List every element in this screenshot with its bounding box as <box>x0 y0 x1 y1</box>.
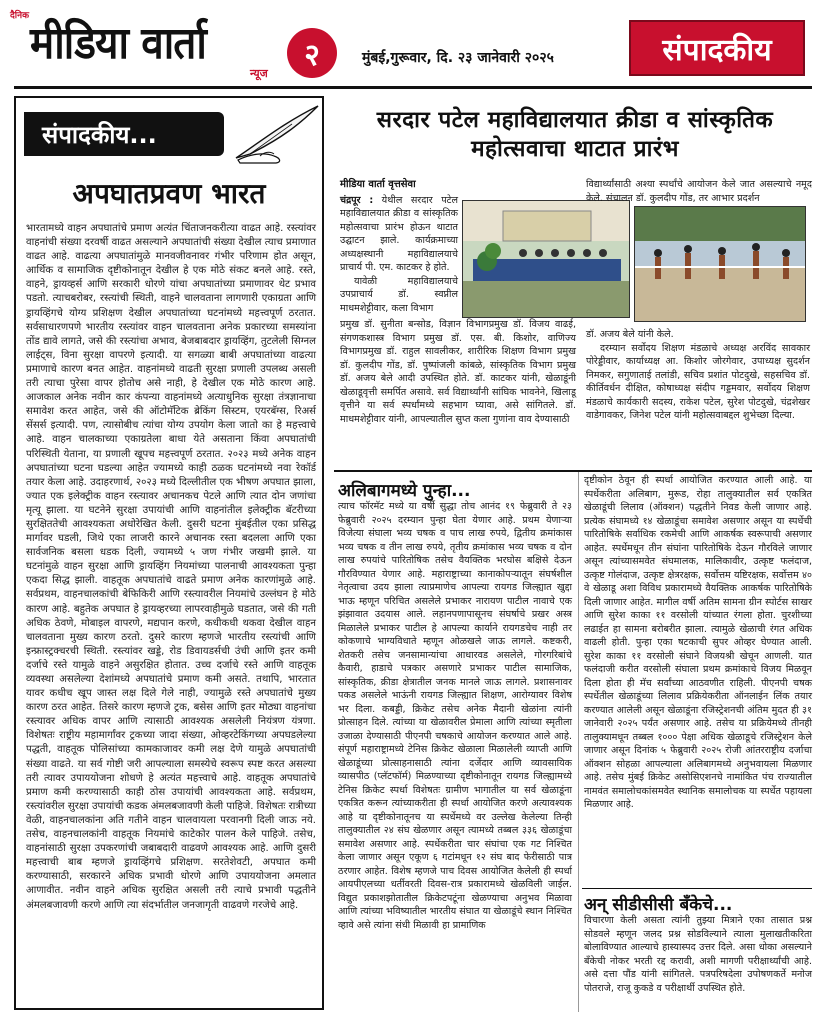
kabaddi-photo-icon <box>635 207 806 322</box>
main-story-bottom-right <box>586 328 810 423</box>
photo-caption: डॉ. अजय बेले यांनी केले. <box>586 329 674 340</box>
main-story-col2: विद्यार्थ्यांसाठी अश्या स्पर्धांचे आयोजन केले जात असल्याचे नमूद केले. संचालन डॉ. कुलदीप गोंड, तर आभार प्रदर्शन <box>586 179 812 204</box>
newspaper-logo: मीडिया वार्ता <box>30 18 206 69</box>
column-divider <box>578 472 579 1012</box>
stage-photo-icon <box>463 201 630 318</box>
masthead-rule <box>14 86 812 89</box>
byline: मीडिया वार्ता वृत्तसेवा <box>340 179 416 190</box>
main-story-intro-text: येथील सरदार पटेल महाविद्यालयात क्रीडा व सांस्कृतिक महोत्सवाचा प्रारंभ होऊन थाटात उद्घाटन झाले. कार्यक्रमाच्या अध्यक्षस्थानी महाविद्यालयाचे प्राचार्य पी. एम. काटकर हे होते. <box>340 194 458 273</box>
third-story-headline: अन् सीडीसीसी बँकेचे... <box>584 895 733 915</box>
section-badge: संपादकीय <box>629 20 805 76</box>
quill-hand-icon <box>230 102 322 164</box>
main-headline: सरदार पटेल महाविद्यालयात क्रीडा व सांस्कृतिक महोत्सवाचा थाटात प्रारंभ <box>376 107 774 162</box>
daily-label: दैनिक <box>10 11 30 21</box>
main-story-intro <box>340 194 458 316</box>
news-label: न्यूज <box>250 67 268 80</box>
main-story-bottom-right-text: दरम्यान सर्वोदय शिक्षण मंडळाचे अध्यक्ष अरविंद सावकार पोरेड्डीवार, कार्याध्यक्ष आ. किशोर जोरगेवार, उपाध्यक्ष सुदर्शन निमकर, सगुणाताई तलांडी, सचिव प्रशांत पोटदुखे, सहसचिव डॉ. कीर्तिवर्धन दीक्षित, कोषाध्यक्ष संदीप गड्डमवार, सर्वोदय शिक्षण मंडळाचे कार्यकारी सदस्य, राकेश पटेल, सुरेश पोटदुखे, चंद्रशेखर वाडेगावकर, जिनेश पटेल यांनी महोत्सवाबद्दल शुभेच्छा दिल्या. <box>586 342 810 421</box>
editorial-title: अपघातप्रवण भारत <box>72 177 266 210</box>
event-photo-kabaddi <box>634 206 806 322</box>
second-story-col1: त्याच फॉरमॅट मध्ये या वर्षी सुद्धा तोच आनंद १९ फेब्रुवारी ते २३ फेब्रुवारी २०२५ दरम्यान पुन्हा घेता येणार आहे. प्रथम येणाऱ्या विजेत्या संघाला भव्य चषक व पाच लाख रुपये, द्वितीय क्रमांकास भव्य चषक व तीन लाख रुपये, तृतीय क्रमांकास भव्य चषक व दोन लाख रुपयांचे पारितोषिक तसेच वैयक्तिक भरघोस बक्षिसे देऊन गौरविण्यात येणार आहे. महाराष्ट्राच्या कानाकोपऱ्यातून संघर्षशील नेतृत्वाचा उदय झाला त्याप्रमाणेच आपल्या रायगड जिल्ह्यात खुद्दा भाऊ म्हणून परिचित असलेले प्रभाकर नारायण पाटील नावाचे एक झंझावात उदयास आले. लहानपणापासूनच संघर्षाचे प्रखर अस्त्र मिळालेले प्रभाकर पाटील हे आपल्या कार्याने रायगडचेच नाही तर कोकणाचे भाग्यविधाते म्हणून ओळखले जाऊ लागले. कष्टकरी, शेतकरी तसेच जनसामान्यांचा आधारवड असलेले, गोरगरिबांचे कैवारी, हाडाचे पत्रकार असणारे प्रभाकर पाटील सामाजिक, सांस्कृतिक, क्रीडा क्षेत्रातील जनक मानले जाऊ लागले. प्रशासनावर पकड असलेले भाऊंनी रायगड जिल्ह्यात शिक्षण, आरोग्यावर विशेष भर दिला. कबड्डी, क्रिकेट तसेच अनेक मैदानी खेळांना त्यांनी प्रोत्साहन दिले. त्यांच्या या खेळावरील प्रेमाला आणि त्यांच्या स्मृतीला उजाळा देण्यासाठी पीएनपी चषकाचे आयोजन करण्यात आले आहे. संपूर्ण महाराष्ट्रामध्ये टेनिस क्रिकेट खेळाला मिळालेली व्याप्ती आणि खेळाडूंच्या प्रोत्साहनासाठी त्यांना दर्जेदार आणि व्यावसायिक व्यासपीठ (प्लॅटफॉर्म) मिळण्याच्या दृष्टीकोनातून रायगड जिल्ह्यामध्ये टेनिस क्रिकेट स्पर्धा विशेषतः ग्रामीण भागातील या सर्व खेळाडूंना एकत्रित करून त्यांच्याकरीता ही स्पर्धा आयोजित करणे अत्यावश्यक आहे या दृष्टीकोनातूनच या स्पर्धेमध्ये वर उल्लेख केलेल्या तिन्ही तालुक्यातील २४ संघ खेळणार असून त्यामध्ये तब्बल ३३६ खेळाडूंचा समावेश असणार आहे. स्पर्धेकरीता चार संघांचा एक गट निश्चित केला जाणार असून एकूण ६ गटांमधून १२ संघ बाद फेरीसाठी पात्र ठरणार आहेत. विशेष म्हणजे पाच दिवस आयोजित केलेली ही स्पर्धा आयपीएलच्या धर्तीवरती दिवस-रात्र प्रकारामध्ये खेळविली जाईल. विद्युत प्रकाशझोतातील क्रिकेटपटूंना खेळण्याचा अनुभव मिळावा आणि त्यांच्या भविष्यातील भारतीय संघात या खेळाडूंचे स्थान निश्चित व्हावे असे त्यांना संधी मिळावी हा प्रामाणिक <box>338 501 572 931</box>
story-divider <box>334 470 812 472</box>
issue-date: मुंबई,गुरूवार, दि. २३ जानेवारी २०२५ <box>362 50 554 66</box>
main-story-mid: यावेळी महाविद्यालयाचे उपप्राचार्य डॉ. स्वप्नील माधमशेट्टीवार, कला विभाग <box>340 275 458 314</box>
editorial-body: भारतामध्ये वाहन अपघातांचे प्रमाण अत्यंत चिंताजनकरीत्या वाढत आहे. रस्त्यांवर वाहनांची संख्या दरवर्षी वाढत असल्याने अपघातांची संख्या देखील त्याच प्रमाणात वाढत आहे. वाढत्या अपघातांमुळे मानवजीवनावर गंभीर परिणाम होत असून, आर्थिक व सामाजिक दृष्टीकोनातून देखील हे एक मोठे संकट बनले आहे. रस्ते, वाहने, ड्रायव्हर्स आणि सरकारी धोरणे यांचा अपघातांच्या प्रमाणावर थेट प्रभाव पडतो. त्याचबरोबर, रस्त्यांची स्थिती, वाहने चालवताना लागणारी एकाग्रता आणि ड्रायव्हिंगचे योग्य प्रशिक्षण देखील अपघातांच्या घटनांमध्ये महत्त्वपूर्ण ठरतात. सर्वसाधारणपणे भारतीय रस्त्यांवर वाहन चालवताना अनेक प्रकारच्या समस्यांना तोंड द्यावे लागते, जसे की रस्त्यांचा अभाव, बेजबाबदार ड्रायव्हिंग, तुटलेली सिग्नल लाईट्स, विना सुरक्षा वापरणे इत्यादी. या सगळ्या बाबी अपघातांच्या वाढत्या प्रमाणाचे कारण बनत आहेत. वाहनांमध्ये वाढती सुरक्षा प्रणाली उपलब्ध असली तरी त्याचा पुरेसा वापर होतोच असे नाही, हे देखील एक मोठे कारण आहे. आजकाल अनेक नवीन कार कंपन्या वाहनांमध्ये अत्याधुनिक सुरक्षा तंत्रज्ञानाचा समावेश करत आहेत, जसे की ऑटोमॅटिक ब्रेकिंग सिस्टम, एयरबॅग्स, रिअर्स सेंसर्स इत्यादी. पण, त्यासोबीच त्यांचा योग्य उपयोग केला जातो का हे महत्त्वाचे आहे. वाहन चालकाच्या एकाग्रतेला बाधा येते असताना किंवा अपघातांची परिस्थिती येताना, या प्रणाली खूपच महत्त्वपूर्ण ठरतात. २०२३ मध्ये अनेक वाहन अपघातांच्या घटना घडल्या आहेत ज्यामध्ये काही ठळक घटनांमध्ये नवा रेकॉर्ड तयार केला आहे. उदाहरणार्थ, २०२३ मध्ये दिल्लीतील एक भीषण अपघात झाला, ज्यात एक इलेक्ट्रीक वाहन रस्त्यावर अचानकच पेटले आणि त्यात दोन जणांचा मृत्यू झाला. या घटनेने सुरक्षा उपायांची आणि वाहनांतील इलेक्ट्रीक बॅटरीच्या सुरक्षिततेची आवश्यकता अधोरेखित केली. दुसरी घटना मुंबईतील एका प्रसिद्ध मार्गावर घडली, जिथे एका लाजरी कारने अचानक रस्ता बदलला आणि एका सार्वजनिक बसला धडक दिली, ज्यामध्ये ५ जण गंभीर जखमी झाले. या घटनांमुळे वाहन सुरक्षा आणि ड्रायव्हिंग नियमांच्या पालनाची आवश्यकता पुन्हा एकदा सिद्ध झाली. वाहतूक अपघातांचे वाढते प्रमाण अनेक कारणांमुळे आहे. सर्वप्रथम, वाहनचालकांची बेफिकिरी आणि रस्त्यावरील नियमांचे उल्लंघन हे मोठे कारण आहे. बहुतेक अपघात हे ड्रायव्हरच्या लापरवाहीमुळे घडतात, जसे की गती अधिक ठेवणे, मोबाइल वापरणे, मद्यपान करणे, कधीकधी थकवा देखील वाहन चालवताना मुख्य कारण ठरतो. दुसरे कारण म्हणजे भारतीय रस्त्यांची आणि इन्फ्रास्ट्रक्चरची स्थिती. रस्त्यांवर खड्डे, रोड डिवायडर्सची उंची आणि इतर कमी दर्जाचे रस्ते यामुळे वाहने असुरक्षित होतात. उच्च दर्जाचे रस्ते आणि वाहतूक व्यवस्था असलेल्या देशांमध्ये अपघातांचे प्रमाण कमी असते. तथापि, भारतात यावर कधीच खूप जास्त लक्ष दिले गेले नाही, ज्यामुळे रस्ते अपघातांचे मुख्य कारण ठरत आहेत. तिसरे कारण म्हणजे ट्रक, बसेस आणि इतर मोठ्या वाहनांचा रस्त्यावर अधिक वापर आणि त्यासाठी आवश्यक असलेली नियंत्रण यंत्रणा. विशेषतः राष्ट्रीय महामार्गांवर ट्रकच्या जादा संख्या, ओव्हरटेकिंगच्या अपघडलेल्या पद्धती, वाहतूक पोलिसांच्या कामकाजावर कमी लक्ष देणे यामुळे अपघातांची संख्या वाढते. या सर्व गोष्टी जरी आपल्याला समस्येचे स्वरूप स्पष्ट करत असल्या तरी त्यावर उपाययोजना शोधणे हे अत्यंत महत्त्वाचे आहे. वाहतूक अपघातांचे प्रमाण कमी करण्यासाठी काही ठोस उपायांची आवश्यकता आहे. सर्वप्रथम, रस्त्यांवरील सुरक्षा उपायांची कडक अंमलबजावणी केली पाहिजे. विशेषतः रात्रीच्या वेळी, वाहनचालकांना अति गतीने वाहन चालवायला परवानगी दिली जाऊ नये. तसेच, वाहनचालकांनी वाहतूक नियमांचे काटेकोर पालन केले पाहिजे. तसेच, वाहनांसाठी सुरक्षा उपकरणांची जबाबदारी वाढवणे आवश्यक आहे. आणि दुसरी महत्त्वाची बाब म्हणजे ड्रायव्हिंगचे प्रशिक्षण. सरतेशेवटी, अपघात कमी करण्यासाठी, सरकारने अधिक प्रभावी धोरणे आणि उपाययोजना अमलात आणावीत. नवीन वाहने अधिक सुरक्षित असली तरी त्याचे प्रभावी पद्धतीने अंमलबजावणी करणे आणि त्या संदर्भातील जनजागृती वाढवणे गरजेचे आहे. <box>26 223 316 911</box>
second-story-col2: दृष्टीकोन ठेवून ही स्पर्धा आयोजित करण्यात आली आहे. या स्पर्धेकरीता अलिबाग, मुरूड, रोहा तालुक्यातील सर्व एकत्रित खेळाडूंची लिलाव (ऑक्शन) पद्धतीने निवड केली जाणार आहे. प्रत्येक संघामध्ये १४ खेळाडूंचा समावेश असणार असून या स्पर्धेची पारितोषिके सर्वाधिक रकमेची आणि आकर्षक स्वरूपाची असणार आहेत. स्पर्धेमधून तीन संघांना पारितोषिके देऊन गौरविले जाणार असून त्यांच्यासमवेत संघमालक, मालिकावीर, उत्कृष्ट फलंदाज, उत्कृष्ट गोलंदाज, उत्कृष्ट क्षेत्ररक्षक, सर्वोत्तम यष्टिरक्षक, सर्वोत्तम ४० वे खेळाडू अशा विविध प्रकारामध्ये वैयक्तिक आकर्षक पारितोषिके दिली जाणार आहेत. मागील वर्षी अतिम सामना ग्रीन स्पोर्टस साखर आणि सुरेश काका ११ वरसोली यांच्यात रंगला होता. चुरशीच्या लढाईत हा सामना बरोबरीत झाला. त्यामुळे खेळाची रंगत अधिक वाढली होती. पुन्हा एका षटकाची सुपर ओव्हर घेण्यात आली. सुरेश काका ११ वरसोली संघाने विजयश्री खेचून आणली. यात फलंदाजी करीत वरसोली संघाला प्रथम क्रमांकाचे विजय मिळवून दिला होता ही मॅच सर्वांच्या आठवणीत राहिली. पीएनपी चषक स्पर्धेतील खेळाडूंच्या लिलाव प्रक्रियेकरीता ऑनलाईन लिंक तयार करण्यात आलेली असून खेळाडूंना रजिस्ट्रेशनची अंतिम मुदत ही ३१ जानेवारी २०२५ पर्यंत असणार आहे. तसेच या प्रक्रियेमध्ये तीनही तालुक्यामधून तब्बल १००० पेक्षा अधिक खेळाडूचे रजिस्ट्रेशन केले जाणार असून दिनांक ५ फेब्रुवारी २०२५ रोजी आंतरराष्ट्रीय दर्जाचा ऑक्शन सोहळा आपल्याला अलिबागमध्ये अनुभवायला मिळणार आहे. तसेच मुंबई क्रिकेट असोसिएशनचे नामांकित पंच राज्यातील नामवंत समालोचकांसमवेत स्थानिक समालोचक या स्पर्धेत पहायला मिळणार आहे. <box>584 475 812 810</box>
main-story-bottom-left: प्रमुख डॉ. सुनीता बन्सोड, विज्ञान विभागप्रमुख डॉ. विजय वाढई, संगणकशास्त्र विभाग प्रमुख डॉ. एस. बी. किशोर, वाणिज्य विभागप्रमुख डॉ. राहुल सावलीकर, शारीरिक शिक्षण विभाग प्रमुख डॉ. कुलदीप गोंड, डॉ. पुष्पांजली कांबळे, सांस्कृतिक विभाग प्रमुख डॉ. अजय बेले आदी उपस्थित होते. डॉ. काटकर यांनी, खेळाडूंनी खेळाडूवृत्ती समर्पित असावे. सर्व विद्यार्थ्यांनी सांघिक भावनेने, खिलाडू वृत्तीने या सर्व स्पर्धांमध्ये सहभाग घ्यावा, असे सांगितले. डॉ. माधमशेट्टीवार यांनी, आपल्यातील सुप्त कला गुणांना वाव देण्यासाठी <box>340 319 576 425</box>
page-number-badge: २ <box>287 28 337 78</box>
event-photo-stage <box>462 200 630 318</box>
second-story-headline: अलिबागमध्ये पुन्हा... <box>338 481 471 501</box>
third-story-body: विचारणा केली असता त्यांनी तुझ्या मित्राने एका तासात प्रश्न सोडवले म्हणून जलद प्रश्न सोडविल्याने त्याला मुलाखतीकरिता बोलाविण्यात आल्याचे हास्यास्पद उत्तर दिले. असा धोका असल्याने बँकेची नोकर भरती रद्द करावी, अशी मागणी परीक्षार्थ्यांची आहे. असे दत्ता पौंड यांनी सांगितले. पत्रपरिषदेला उपोषणकर्ते मनोज पोतराजे, राजू कुकडे व परीक्षार्थी उपस्थित होते. <box>584 915 812 994</box>
editorial-column <box>14 96 324 1010</box>
third-story-rule <box>582 888 812 889</box>
masthead <box>0 0 822 88</box>
dateline: चंद्रपूर : <box>340 194 374 206</box>
editorial-banner: संपादकीय... <box>24 112 224 156</box>
